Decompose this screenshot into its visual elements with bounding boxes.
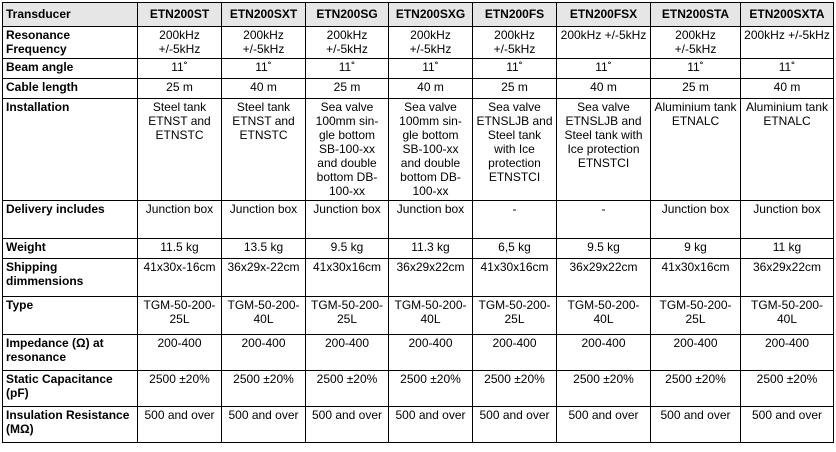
spec-cell: 200kHz +/-5kHz [557,27,651,59]
spec-cell: TGM-50-200-25L [473,297,557,335]
spec-cell: Sea valve 100mm sin-gle bottom SB-100-xx and double bottom DB-100-xx [389,99,473,201]
spec-cell: Junction box [222,201,306,239]
spec-cell: 36x29x22cm [741,259,834,297]
model-header: ETN200FS [473,3,557,27]
spec-cell: 11.3 kg [389,239,473,259]
spec-cell: 2500 ±20% [306,371,389,407]
spec-cell: 6,5 kg [473,239,557,259]
spec-cell: 11 kg [741,239,834,259]
row-label: Shipping dimmensions [3,259,138,297]
row-label: Delivery includes [3,201,138,239]
spec-cell: 40 m [222,79,306,99]
spec-cell: 200-400 [557,335,651,371]
spec-cell: 2500 ±20% [741,371,834,407]
spec-row [3,335,834,371]
spec-cell: 2500 ±20% [138,371,222,407]
spec-cell: 11˚ [389,59,473,79]
spec-cell: 11˚ [138,59,222,79]
spec-row [3,297,834,335]
spec-cell: 41x30x-16cm [138,259,222,297]
spec-cell: Sea valve ETNSLJB and Steel tank with Ice protection ETNSTCI [473,99,557,201]
spec-cell: Junction box [138,201,222,239]
spec-cell: 2500 ±20% [651,371,741,407]
spec-cell: 200kHz +/-5kHz [389,27,473,59]
spec-row [3,239,834,259]
spec-cell: - [473,201,557,239]
spec-row [3,59,834,79]
row-label: Resonance Frequency [3,27,138,59]
spec-cell: 200-400 [651,335,741,371]
spec-cell: 11˚ [557,59,651,79]
spec-cell: 25 m [306,79,389,99]
spec-cell: 500 and over [651,407,741,443]
spec-cell: 200-400 [473,335,557,371]
spec-cell: 200-400 [138,335,222,371]
row-label: Static Capacitance (pF) [3,371,138,407]
spec-cell: Junction box [389,201,473,239]
model-header: ETN200ST [138,3,222,27]
spec-cell: 9 kg [651,239,741,259]
spec-cell: 500 and over [306,407,389,443]
model-header: ETN200FSX [557,3,651,27]
spec-cell: TGM-50-200-40L [222,297,306,335]
spec-cell: Junction box [651,201,741,239]
spec-row [3,201,834,239]
spec-row [3,371,834,407]
spec-cell: 40 m [557,79,651,99]
spec-cell: 41x30x16cm [651,259,741,297]
spec-cell: 36x29x22cm [389,259,473,297]
spec-cell: 200kHz +/-5kHz [222,27,306,59]
spec-cell: 40 m [389,79,473,99]
model-header: ETN200SG [306,3,389,27]
spec-row [3,407,834,443]
spec-cell: 200-400 [306,335,389,371]
spec-cell: 11˚ [222,59,306,79]
spec-cell: 200-400 [741,335,834,371]
spec-cell: Sea valve ETNSLJB and Steel tank with Ice protection ETNSTCI [557,99,651,201]
spec-cell: 2500 ±20% [557,371,651,407]
spec-cell: 500 and over [389,407,473,443]
spec-cell: Aluminium tank ETNALC [741,99,834,201]
spec-cell: 25 m [138,79,222,99]
spec-cell: 200kHz +/-5kHz [306,27,389,59]
spec-cell: Junction box [741,201,834,239]
model-header: ETN200SXG [389,3,473,27]
spec-cell: 25 m [473,79,557,99]
model-header: ETN200STA [651,3,741,27]
spec-cell: 11˚ [306,59,389,79]
spec-cell: - [557,201,651,239]
model-header: ETN200SXTA [741,3,834,27]
header-row [3,3,834,27]
spec-cell: 200kHz +/-5kHz [651,27,741,59]
spec-cell: Steel tank ETNST and ETNSTC [222,99,306,201]
spec-cell: TGM-50-200-40L [741,297,834,335]
spec-cell: 500 and over [473,407,557,443]
row-label: Type [3,297,138,335]
spec-row [3,79,834,99]
spec-row [3,99,834,201]
spec-cell: 9.5 kg [306,239,389,259]
spec-cell: 11˚ [473,59,557,79]
spec-cell: TGM-50-200-25L [138,297,222,335]
spec-cell: 200-400 [389,335,473,371]
spec-cell: 500 and over [222,407,306,443]
spec-cell: 200kHz +/-5kHz [473,27,557,59]
spec-cell: 500 and over [557,407,651,443]
spec-cell: 200kHz +/-5kHz [741,27,834,59]
spec-cell: 200-400 [222,335,306,371]
spec-cell: 41x30x16cm [473,259,557,297]
spec-cell: TGM-50-200-40L [389,297,473,335]
spec-cell: 2500 ±20% [389,371,473,407]
spec-cell: 25 m [651,79,741,99]
spec-cell: Sea valve 100mm sin-gle bottom SB-100-xx and double bottom DB-100-xx [306,99,389,201]
spec-cell: 40 m [741,79,834,99]
spec-cell: TGM-50-200-40L [557,297,651,335]
spec-cell: Steel tank ETNST and ETNSTC [138,99,222,201]
spec-cell: 36x29x22cm [557,259,651,297]
spec-cell: 11˚ [651,59,741,79]
spec-cell: 2500 ±20% [222,371,306,407]
spec-cell: 500 and over [138,407,222,443]
spec-row [3,27,834,59]
spec-cell: 9.5 kg [557,239,651,259]
transducer-spec-table [2,2,834,443]
row-label: Installation [3,99,138,201]
spec-cell: 41x30x16cm [306,259,389,297]
spec-row [3,259,834,297]
row-label: Cable length [3,79,138,99]
spec-cell: 2500 ±20% [473,371,557,407]
header-label: Transducer [3,3,138,27]
spec-cell: 500 and over [741,407,834,443]
row-label: Impedance (Ω) at resonance [3,335,138,371]
spec-cell: Aluminium tank ETNALC [651,99,741,201]
spec-cell: 200kHz +/-5kHz [138,27,222,59]
model-header: ETN200SXT [222,3,306,27]
spec-cell: TGM-50-200-25L [306,297,389,335]
spec-cell: 11˚ [741,59,834,79]
spec-cell: TGM-50-200-25L [651,297,741,335]
spec-cell: 13.5 kg [222,239,306,259]
spec-cell: 11.5 kg [138,239,222,259]
row-label: Beam angle [3,59,138,79]
row-label: Insulation Resistance (MΩ) [3,407,138,443]
row-label: Weight [3,239,138,259]
spec-cell: 36x29x-22cm [222,259,306,297]
spec-cell: Junction box [306,201,389,239]
